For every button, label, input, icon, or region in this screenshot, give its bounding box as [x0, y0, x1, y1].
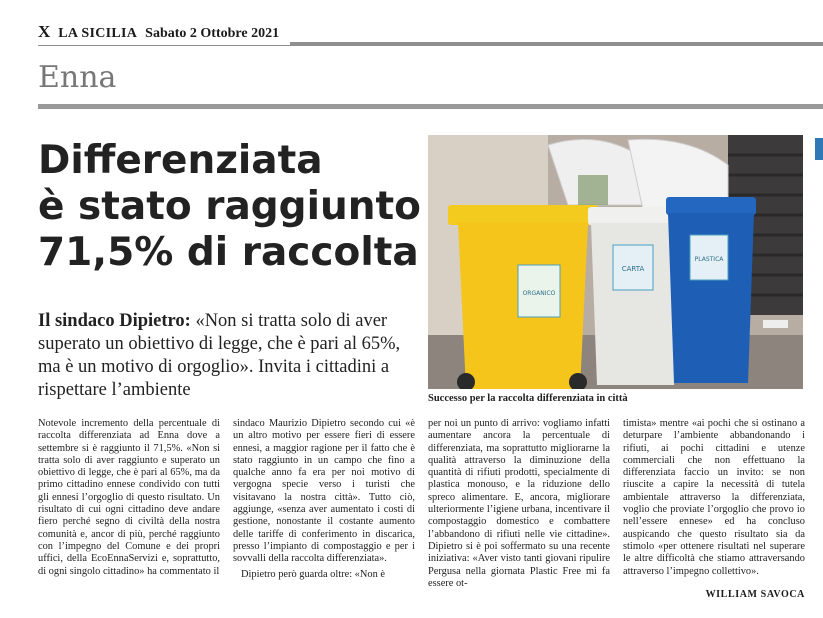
paragraph: Dipietro però guarda oltre: «Non è	[241, 568, 385, 580]
subheadline-text: «Non si tratta solo di aver superato un obiettivo di legge, che è pari al 65%, ma è un motivo di orgoglio». Invita i cittadini a rispettare l’ambiente	[38, 311, 401, 400]
page-edge-marker	[815, 138, 823, 160]
masthead-rule-thin	[38, 45, 823, 46]
headline-line: Differenziata	[38, 138, 323, 183]
article-column-1	[38, 418, 220, 578]
headline-line: è stato raggiunto	[38, 184, 421, 229]
article-photo	[428, 135, 803, 389]
article-column-2	[233, 418, 415, 581]
paragraph: sindaco Maurizio Dipietro secondo cui «è un altro motivo per essere fieri di essere ennesi, a maggior ragione per il fatto che è stato raggiunto in un campo che fino a qualche anno fa era per noi motivo di vergogna specie verso i turisti che visitavano la nostra città». Tutto ciò, aggiunge, «senza aver aumentato i costi di gestione, nonostante il costante aumento delle tariffe di conferimento in discarica, presso l’impianto di compostaggio e per i sovvalli della raccolta differenziata».	[233, 418, 415, 565]
svg-text:ORGANICO: ORGANICO	[522, 290, 556, 297]
section-title: Enna	[38, 60, 117, 95]
article-column-4	[623, 418, 805, 578]
photo-caption: Successo per la raccolta differenziata in città	[428, 393, 628, 404]
newspaper-name: LA SICILIA	[58, 26, 138, 41]
paragraph: timista» mentre «ai pochi che si ostinano a deturpare l’ambiente abbandonando i rifiuti, ai pochi cittadini e utenze commerciali che non effettuano la differenziata faccio un invito: se non riuscite a capire la necessità di tutela ambientale attraverso la differenziata, voglio che proviate l’orgoglio che provo io nell’essere ennese» ed ha concluso auspicando che questo risultato sia da stimolo «per ottenere risultati nel superare le altre difficoltà che stiamo attraversando attraverso l’impegno collettivo».	[623, 418, 805, 577]
svg-text:PLASTICA: PLASTICA	[694, 256, 724, 263]
article-column-3	[428, 418, 610, 590]
masthead	[38, 22, 279, 44]
svg-text:CARTA: CARTA	[621, 265, 645, 273]
issue-date: Sabato 2 Ottobre 2021	[145, 26, 280, 41]
paragraph: per noi un punto di arrivo: vogliamo infatti aumentare ancora la percentuale di differenziata, ma soprattutto migliorarne la qualità attraverso la diminuzione della quantità di rifiuti prodotti, specialmente di plastica monouso, e la riduzione dello spreco alimentare. E, ancora, migliorare ulteriormente l’igiene urbana, incentivare il compostaggio domestico e combattere l’abbandono di rifiuti nelle vie cittadine». Dipietro si è poi soffermato su una recente iniziativa: «Aver visto tanti giovani ripulire Pergusa nella giornata Plastic Free mi fa essere ot-	[428, 418, 610, 589]
masthead-mark: X	[38, 22, 51, 41]
subheadline	[38, 310, 418, 402]
headline-line: 71,5% di raccolta	[38, 230, 419, 275]
recycling-bins-photo	[428, 135, 803, 389]
paragraph: Notevole incremento della percentuale di raccolta differenziata ad Enna dove a settembre si è raggiunto il 71,5%. «Non si tratta solo di aver raggiunto e superato un obiettivo di legge, che è pari al 65%, ma da primo cittadino ennese condivido con tutti gli ennesi l’orgoglio di questo risultato. Un risultato di cui ogni cittadino deve andare fiero perché segno di civiltà della nostra comunità e, ancor di più, perché raggiunto con l’impegno del Comune e dei propri uffici, della EcoEnnaServizi e, soprattutto, di ogni singolo cittadino» ha commentato il	[38, 418, 220, 577]
author-byline: WILLIAM SAVOCA	[705, 589, 805, 600]
subheadline-lead: Il sindaco Dipietro:	[38, 311, 191, 331]
headline	[38, 138, 421, 276]
section-rule	[38, 104, 823, 109]
